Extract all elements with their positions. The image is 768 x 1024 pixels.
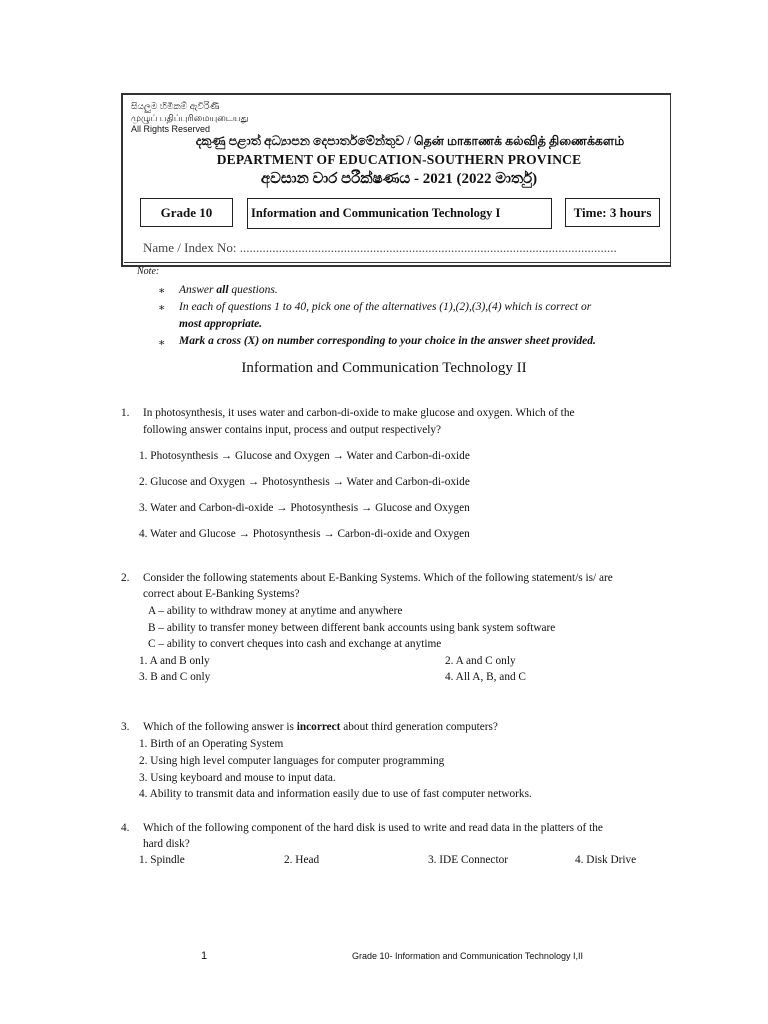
name-index-field: Name / Index No: .................................................................................................................... [143, 240, 617, 255]
exam-title: අවසාන වාර පරීක්ෂණය - 2021 (2022 මාර්තු) [260, 171, 538, 187]
question-4-option-2: 2. Head [284, 854, 320, 866]
note-item-1: Answer all questions. [179, 284, 278, 296]
question-2-statement-c: C – ability to convert cheques into cash and exchange at anytime [148, 638, 442, 650]
grade-box: Grade 10 [140, 198, 233, 227]
question-2-option-2: 2. A and C only [445, 655, 516, 667]
question-1-option-2: 2. Glucose and Oxygen → Photosynthesis → Water and Carbon-di-oxide [139, 476, 470, 488]
rights-tamil: முழுப் பதிப்புரிமையுடையது [131, 113, 249, 123]
question-1-option-3: 3. Water and Carbon-di-oxide → Photosynthesis → Glucose and Oxygen [139, 502, 470, 514]
question-3-option-2: 2. Using high level computer languages for computer programming [139, 755, 445, 767]
question-number: 3. [121, 721, 130, 733]
question-3-option-3: 3. Using keyboard and mouse to input data. [139, 772, 336, 784]
question-1-text-line2: following answer contains input, process and output respectively? [143, 424, 442, 436]
note-item-3: Mark a cross (X) on number corresponding to your choice in the answer sheet provided. [179, 335, 596, 347]
bullet-icon: ∗ [158, 285, 166, 297]
section-title: Information and Communication Technology II [241, 360, 527, 376]
question-4-text-line1: Which of the following component of the hard disk is used to write and read data in the platters of the [143, 822, 603, 834]
question-3-option-4: 4. Ability to transmit data and information easily due to use of fast computer networks. [139, 788, 532, 800]
question-2-option-1: 1. A and B only [139, 655, 210, 667]
header-box-bottom-rule [124, 262, 670, 263]
question-3-option-1: 1. Birth of an Operating System [139, 738, 284, 750]
note-label: Note: [137, 266, 160, 277]
question-2-text-line2: correct about E-Banking Systems? [143, 588, 300, 600]
question-number: 4. [121, 822, 130, 834]
question-2-option-3: 3. B and C only [139, 671, 211, 683]
question-2-text-line1: Consider the following statements about E-Banking Systems. Which of the following statement/s is/ are [143, 572, 613, 584]
question-4-option-3: 3. IDE Connector [428, 854, 508, 866]
subject-box: Information and Communication Technology I [247, 198, 552, 229]
question-1-option-1: 1. Photosynthesis → Glucose and Oxygen → Water and Carbon-di-oxide [139, 450, 470, 462]
question-2-statement-a: A – ability to withdraw money at anytime and anywhere [148, 605, 403, 617]
department-title: DEPARTMENT OF EDUCATION-SOUTHERN PROVINCE [216, 152, 582, 167]
note-item-2-line1: In each of questions 1 to 40, pick one of the alternatives (1),(2),(3),(4) which is correct or [179, 301, 592, 313]
rights-sinhala: සියලුම හිමිකම් ඇවිරිණි [131, 101, 220, 111]
question-1-text-line1: In photosynthesis, it uses water and carbon-di-oxide to make glucose and oxygen. Which of the [143, 407, 575, 419]
time-box: Time: 3 hours [565, 198, 660, 227]
question-number: 1. [121, 407, 130, 419]
question-2-statement-b: B – ability to transfer money between different bank accounts using bank system software [148, 622, 556, 634]
department-local-name: දකුණු පළාත් අධ්‍යාපන දෙපාර්තමේන්තුව / தென் மாகாணக் கல்வித் திணைக்களம் [195, 134, 625, 148]
note-item-2-line2: most appropriate. [179, 318, 263, 330]
question-4-option-4: 4. Disk Drive [575, 854, 637, 866]
question-4-text-line2: hard disk? [143, 838, 190, 850]
question-1-option-4: 4. Water and Glucose → Photosynthesis → Carbon-di-oxide and Oxygen [139, 528, 470, 540]
footer-title: Grade 10- Information and Communication Technology I,II [352, 951, 583, 961]
question-number: 2. [121, 572, 130, 584]
rights-english: All Rights Reserved [131, 124, 211, 134]
question-4-option-1: 1. Spindle [139, 854, 185, 866]
question-2-option-4: 4. All A, B, and C [445, 671, 526, 683]
bullet-icon: ∗ [158, 302, 166, 314]
question-3-text: Which of the following answer is incorrect about third generation computers? [143, 721, 498, 733]
page-number: 1 [201, 950, 208, 962]
bullet-icon: ∗ [158, 337, 166, 349]
